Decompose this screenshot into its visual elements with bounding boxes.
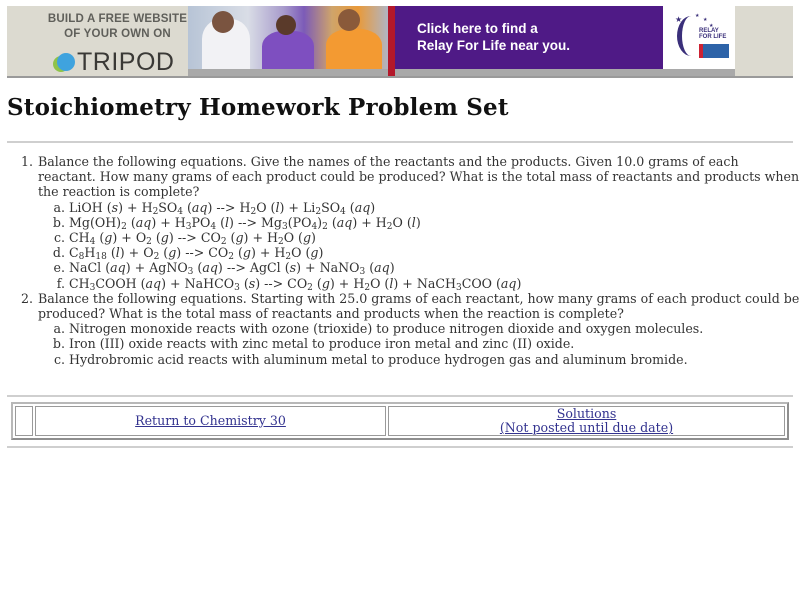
reaction-2a: a. Nitrogen monoxide reacts with ozone (trioxide) to produce nitrogen dioxide and oxygen molecules.: [69, 321, 800, 336]
tripod-tagline-1: BUILD A FREE WEBSITE: [47, 13, 188, 25]
reaction-2b: b. Iron (III) oxide reacts with zinc metal to produce iron metal and zinc (II) oxide.: [69, 336, 800, 351]
star-icon: ★: [695, 13, 700, 19]
divider-nav-top: [7, 395, 793, 397]
reaction-2c: c. Hydrobromic acid reacts with aluminum metal to produce hydrogen gas and aluminum bromide.: [69, 352, 800, 367]
equation-1a: a. LiOH $(s) + H_2SO_4$ (aq) --> $H_2O$ $(l) + Li_2SO_4$ (aq): [69, 200, 800, 215]
problem-1: [37, 154, 800, 291]
problem-2-text: Balance the following equations. Starting with 25.0 grams of each reactant, how many grams of each product could be produced? What is the total mass of reactants and products when the reaction is complete?: [38, 290, 800, 322]
divider-nav-bottom: [7, 446, 793, 448]
tripod-tagline-2: OF YOUR OWN ON: [64, 28, 171, 40]
photo-person-3-head: [338, 9, 360, 31]
equation-1d: d. $C_8H_{18}$ $(l) + O_2$ (g) --> $CO_2$ $(g) + H_2O$ (g): [69, 245, 800, 260]
relay-logo-line-2: FOR LIFE: [699, 34, 727, 40]
problem-2: [37, 291, 800, 367]
photo-person-1-head: [212, 11, 234, 33]
return-to-chemistry-30-link[interactable]: Return to Chemistry 30: [135, 413, 286, 428]
nav-empty-cell: [15, 406, 33, 436]
equation-1c: c. $CH_4$ $(g) + O_2$ (g) --> $CO_2$ $(g) + H_2O$ (g): [69, 230, 800, 245]
relay-for-life-logo[interactable]: [663, 6, 735, 76]
relay-ad-text[interactable]: [417, 20, 570, 54]
photo-person-2: [262, 31, 314, 69]
star-icon: ★: [675, 15, 683, 24]
equation-1e: e. NaCl (aq) + AgNO$_3$ (aq) --> AgCl (s) + NaNO$_3$ (aq): [69, 260, 800, 275]
tripod-logo-blue-dot-icon: [57, 53, 75, 71]
american-cancer-society-icon: [699, 44, 729, 58]
photo-person-3: [326, 29, 382, 69]
solutions-link-label: Solutions: [556, 406, 617, 421]
ad-banner[interactable]: [7, 6, 793, 78]
divider-top: [7, 141, 793, 143]
solutions-not-posted-link[interactable]: [500, 421, 673, 435]
page-title: Stoichiometry Homework Problem Set: [7, 94, 509, 121]
photo-person-2-head: [276, 15, 296, 35]
equation-1b: b. $Mg(OH)_2$ $(aq) + H_3PO_4$ (l) --> $Mg_3(PO_4)_2$ $(aq) + H_2O$ (l): [69, 215, 800, 230]
nav-return-cell: [35, 406, 386, 436]
problem-1-text: Balance the following equations. Give the names of the reactants and the products. Given 10.0 grams of each reactant. How many grams of each product could be produced? What is the total mass of reactants and products when the reaction is complete?: [38, 154, 800, 200]
star-icon: ★: [709, 23, 714, 29]
navigation-table: [11, 402, 789, 440]
relay-logo-line-1: RELAY: [699, 28, 719, 34]
tripod-ad[interactable]: [7, 6, 188, 76]
banner-red-divider: [388, 6, 395, 76]
relay-for-life-ad[interactable]: [395, 6, 663, 76]
tripod-logo[interactable]: [53, 49, 193, 75]
tripod-logo-text: TRIPOD: [77, 48, 175, 76]
relay-ad-line-2: Relay For Life near you.: [417, 38, 571, 53]
solutions-link[interactable]: [557, 407, 617, 421]
banner-photo[interactable]: [188, 6, 388, 76]
star-icon: ★: [703, 17, 708, 23]
nav-solutions-cell: [388, 406, 785, 436]
equation-1f: f. $CH_3COOH$ (aq) + NaHCO$_3$ (s) --> $CO_2$ $(g) + H_2O$ (l) + NaCH$_3$COO (aq): [69, 276, 800, 291]
problem-list: [0, 154, 800, 367]
relay-ad-line-1: Click here to find a: [417, 21, 538, 36]
relay-logo-text: [699, 28, 726, 40]
solutions-note: (Not posted until due date): [499, 420, 674, 435]
